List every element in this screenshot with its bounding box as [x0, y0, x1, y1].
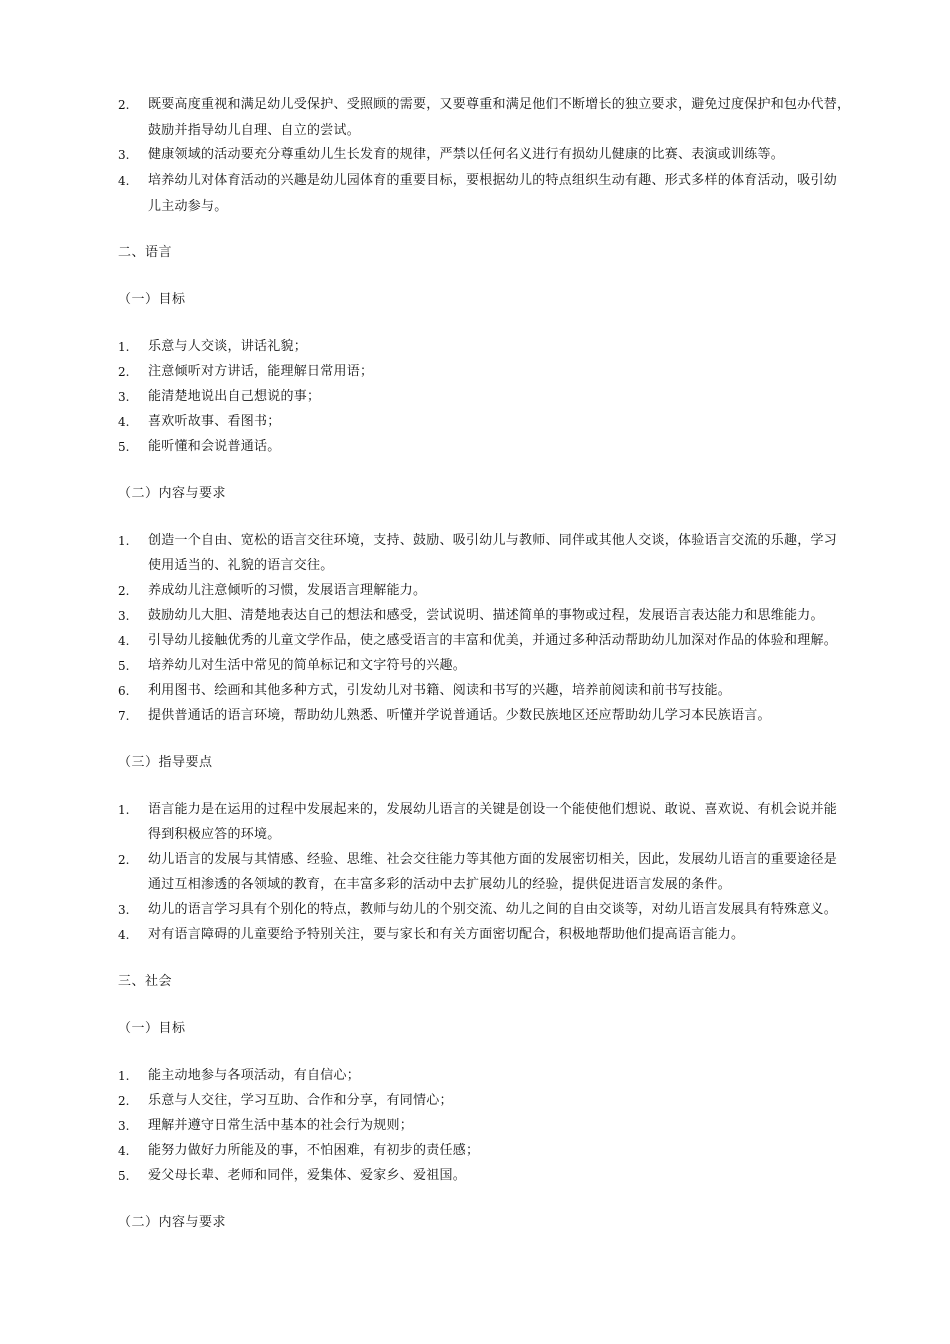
list-item-text-line: 对有语言障碍的儿童要给予特别关注，要与家长和有关方面密切配合，积极地帮助他们提高语言能力。	[148, 927, 745, 942]
list-item-text-line: 注意倾听对方讲话，能理解日常用语；	[148, 364, 374, 379]
list-item-text-line: 幼儿语言的发展与其情感、经验、思维、社会交往能力等其他方面的发展密切相关，因此，发展幼儿语言的重要途径是	[148, 852, 838, 867]
list-item-number: 4.	[118, 415, 130, 429]
list-item-number: 2.	[118, 98, 130, 112]
list-item-number: 1.	[118, 534, 130, 548]
list-item-text-line: 能努力做好力所能及的事，不怕困难，有初步的责任感；	[148, 1143, 480, 1158]
list-item-number: 2.	[118, 365, 130, 379]
list-item-number: 6.	[118, 684, 130, 698]
list-item-text-line: 提供普通话的语言环境，帮助幼儿熟悉、听懂并学说普通话。少数民族地区还应帮助幼儿学习本民族语言。	[148, 708, 771, 723]
list-item-number: 2.	[118, 1094, 130, 1108]
list-item-text-line: 乐意与人交往，学习互助、合作和分享，有同情心；	[148, 1093, 453, 1108]
list-item-text-line: 得到积极应答的环境。	[148, 827, 281, 842]
list-item-text-line: 喜欢听故事、看图书；	[148, 414, 281, 429]
list-item-number: 3.	[118, 148, 130, 162]
list-item-number: 1.	[118, 340, 130, 354]
list-item-text-line: 鼓励并指导幼儿自理、自立的尝试。	[148, 123, 361, 138]
list-item-number: 4.	[118, 928, 130, 942]
list-item-number: 1.	[118, 803, 130, 817]
list-item-number: 5.	[118, 440, 130, 454]
list-item-number: 4.	[118, 174, 130, 188]
list-item-number: 5.	[118, 1169, 130, 1183]
list-item-text-line: 儿主动参与。	[148, 199, 228, 214]
list-item-text-line: 理解并遵守日常生活中基本的社会行为规则；	[148, 1118, 414, 1133]
list-item-number: 3.	[118, 609, 130, 623]
section-heading: （一）目标	[118, 1021, 186, 1036]
list-item-text-line: 乐意与人交谈，讲话礼貌；	[148, 339, 308, 354]
list-item-text-line: 使用适当的、礼貌的语言交往。	[148, 558, 334, 573]
section-heading: 三、社会	[118, 974, 173, 989]
section-heading: 二、语言	[118, 245, 173, 260]
list-item-text-line: 通过互相渗透的各领域的教育，在丰富多彩的活动中去扩展幼儿的经验，提供促进语言发展的条件。	[148, 877, 732, 892]
list-item-text-line: 幼儿的语言学习具有个别化的特点，教师与幼儿的个别交流、幼儿之间的自由交谈等，对幼儿语言发展具有特殊意义。	[148, 902, 838, 917]
list-item-text-line: 健康领域的活动要充分尊重幼儿生长发育的规律，严禁以任何名义进行有损幼儿健康的比赛、表演或训练等。	[148, 147, 785, 162]
list-item-number: 2.	[118, 853, 130, 867]
list-item-number: 4.	[118, 634, 130, 648]
list-item-text-line: 养成幼儿注意倾听的习惯，发展语言理解能力。	[148, 583, 427, 598]
list-item-text-line: 能听懂和会说普通话。	[148, 439, 281, 454]
list-item-number: 4.	[118, 1144, 130, 1158]
list-item-number: 5.	[118, 659, 130, 673]
list-item-number: 3.	[118, 903, 130, 917]
section-heading: （二）内容与要求	[118, 486, 227, 501]
list-item-text-line: 鼓励幼儿大胆、清楚地表达自己的想法和感受，尝试说明、描述简单的事物或过程，发展语言表达能力和思维能力。	[148, 608, 824, 623]
list-item-number: 3.	[118, 1119, 130, 1133]
list-item-text-line: 既要高度重视和满足幼儿受保护、受照顾的需要，又要尊重和满足他们不断增长的独立要求，避免过度保护和包办代替，	[148, 97, 851, 112]
list-item-text-line: 爱父母长辈、老师和同伴，爱集体、爱家乡、爱祖国。	[148, 1168, 467, 1183]
list-item-text-line: 利用图书、绘画和其他多种方式，引发幼儿对书籍、阅读和书写的兴趣，培养前阅读和前书写技能。	[148, 683, 732, 698]
section-heading: （三）指导要点	[118, 755, 213, 770]
list-item-text-line: 培养幼儿对生活中常见的简单标记和文字符号的兴趣。	[148, 658, 467, 673]
list-item-text-line: 能清楚地说出自己想说的事；	[148, 389, 321, 404]
list-item-number: 1.	[118, 1069, 130, 1083]
section-heading: （一）目标	[118, 292, 186, 307]
list-item-number: 3.	[118, 390, 130, 404]
list-item-number: 7.	[118, 709, 130, 723]
list-item-text-line: 培养幼儿对体育活动的兴趣是幼儿园体育的重要目标，要根据幼儿的特点组织生动有趣、形式多样的体育活动，吸引幼	[148, 173, 838, 188]
list-item-number: 2.	[118, 584, 130, 598]
list-item-text-line: 引导幼儿接触优秀的儿童文学作品，使之感受语言的丰富和优美，并通过多种活动帮助幼儿加深对作品的体验和理解。	[148, 633, 838, 648]
section-heading: （二）内容与要求	[118, 1215, 227, 1230]
list-item-text-line: 创造一个自由、宽松的语言交往环境，支持、鼓励、吸引幼儿与教师、同伴或其他人交谈，体验语言交流的乐趣，学习	[148, 533, 838, 548]
list-item-text-line: 能主动地参与各项活动，有自信心；	[148, 1068, 361, 1083]
list-item-text-line: 语言能力是在运用的过程中发展起来的，发展幼儿语言的关键是创设一个能使他们想说、敢说、喜欢说、有机会说并能	[148, 802, 838, 817]
